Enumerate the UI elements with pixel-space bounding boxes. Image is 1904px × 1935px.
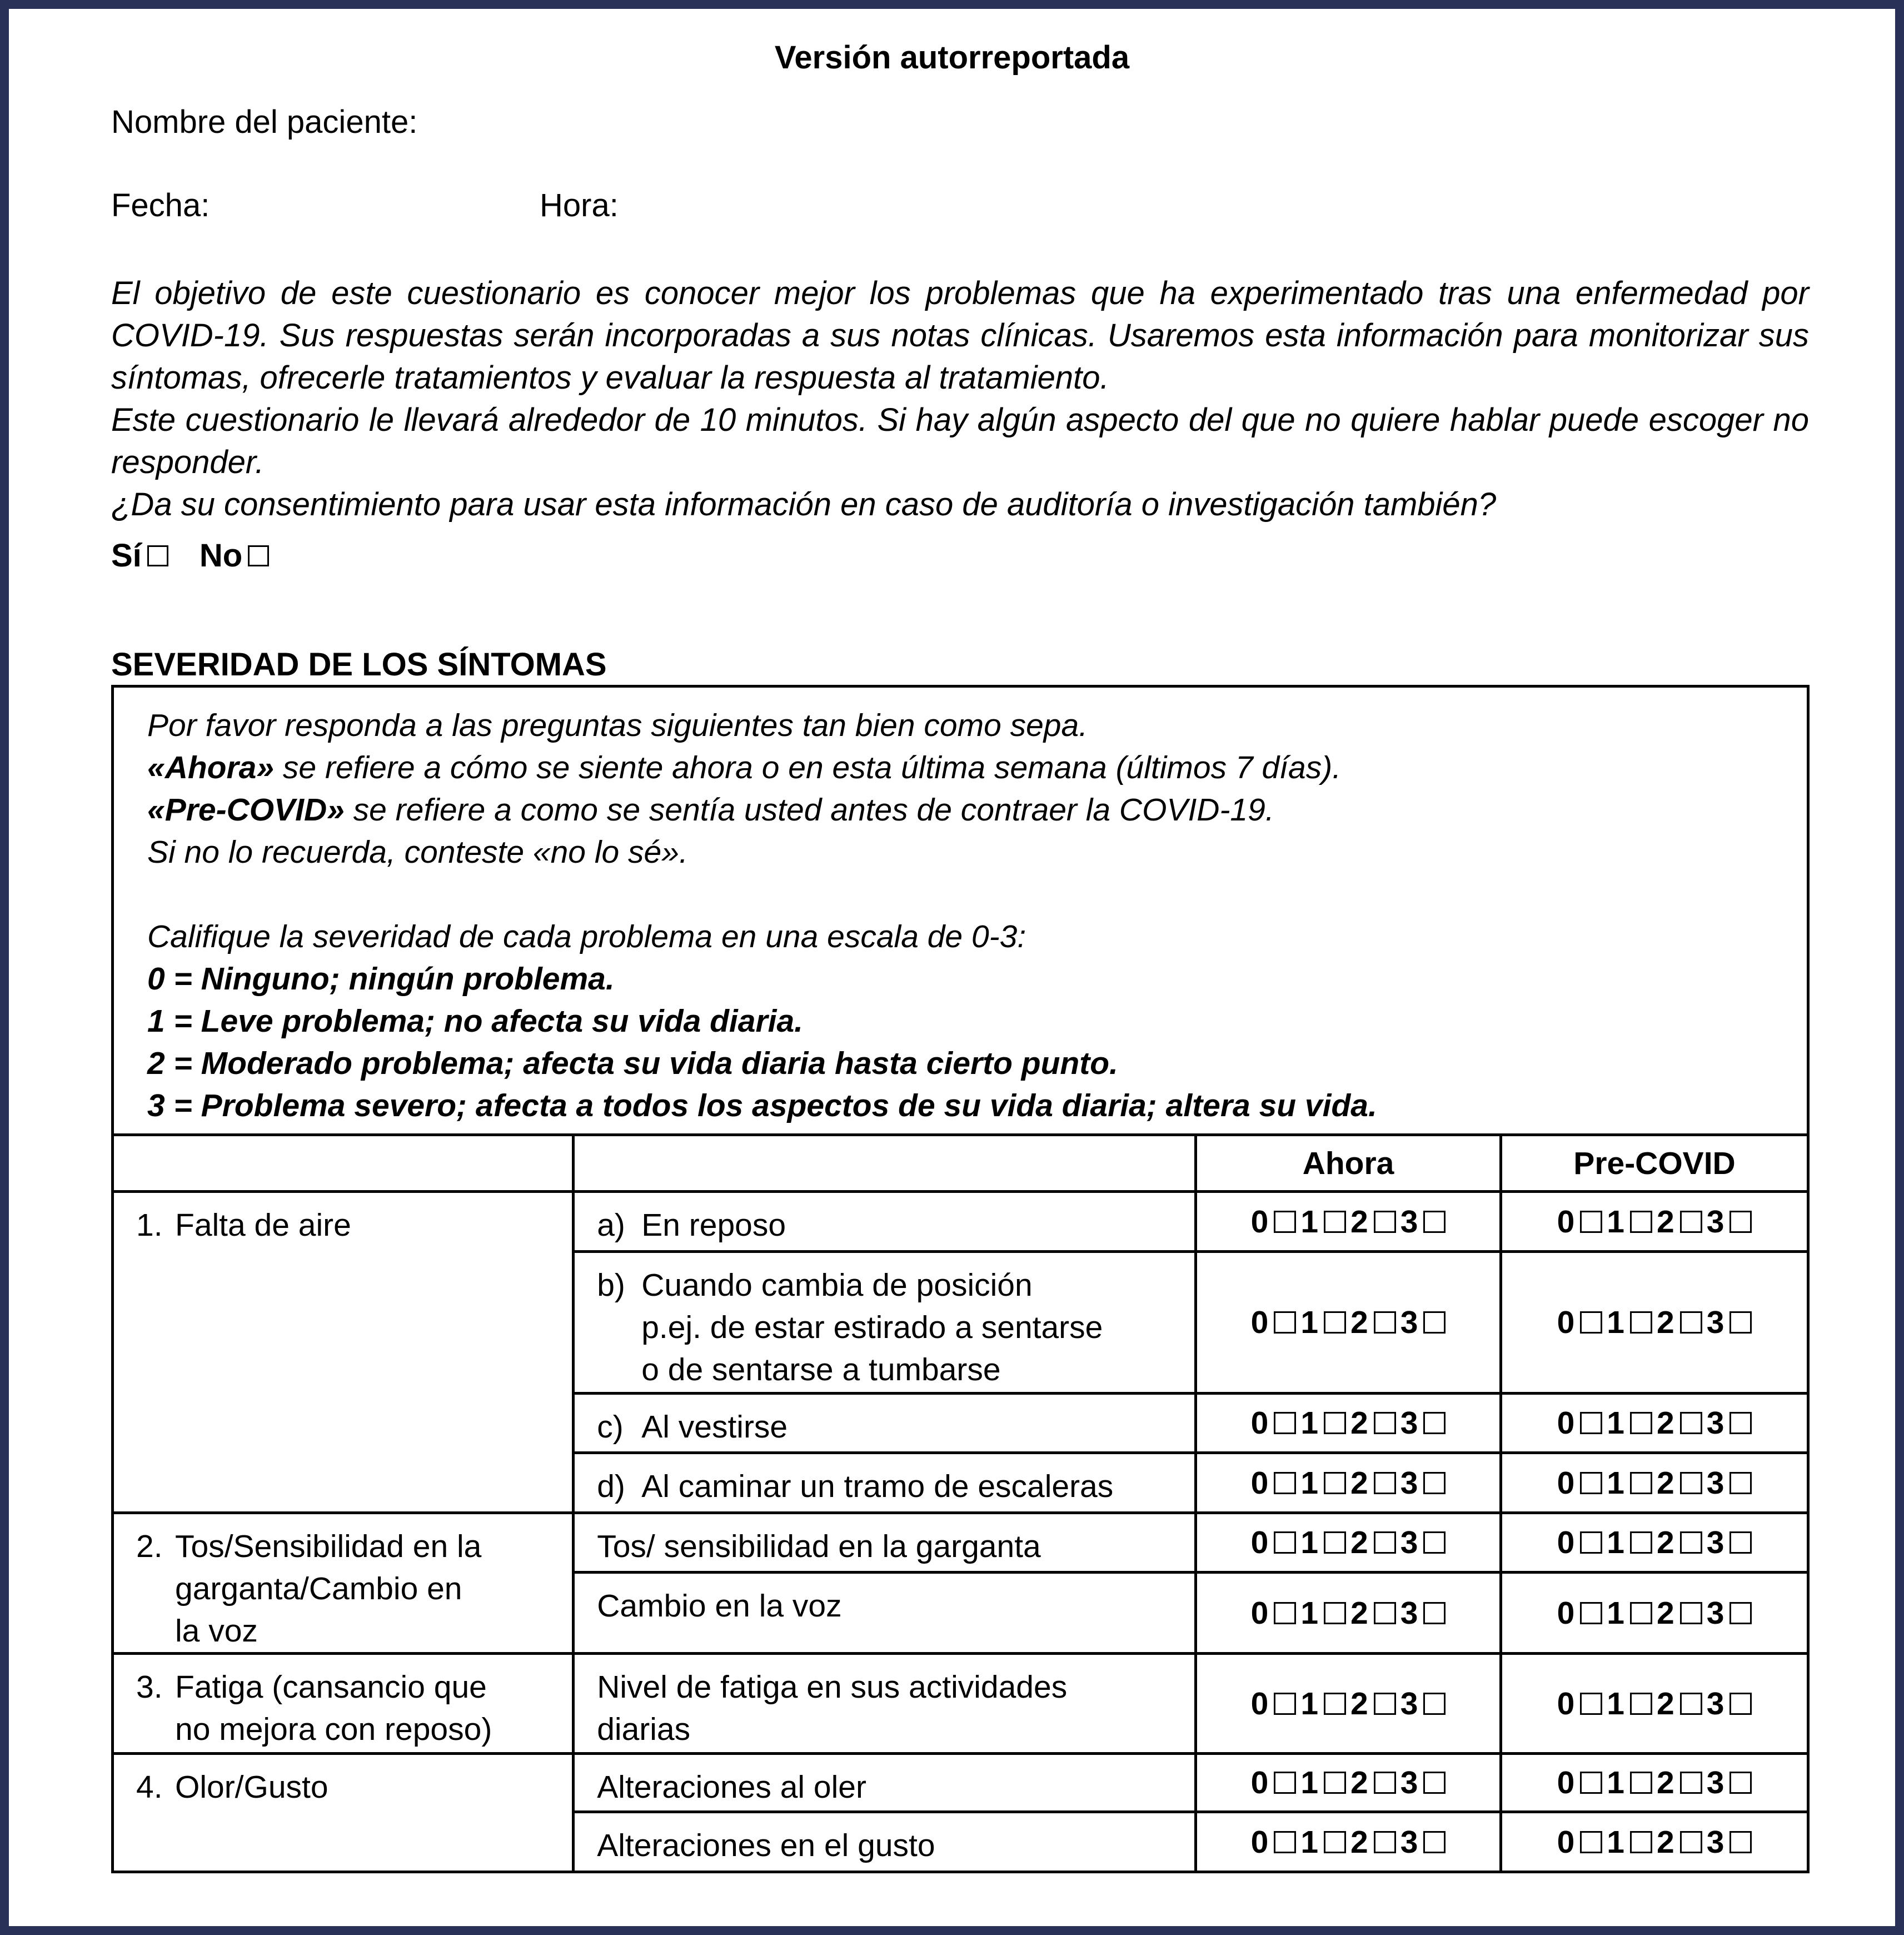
- scale-value-label: 1: [1300, 1824, 1319, 1860]
- question-2b: Cambio en la voz: [574, 1573, 1196, 1654]
- checkbox[interactable]: [1729, 1693, 1752, 1715]
- question-3-label: 3. Fatiga (cansancio que no mejora con reposo): [113, 1654, 574, 1754]
- scale-value-label: 3: [1400, 1765, 1418, 1800]
- header-precovid: Pre-COVID: [1501, 1135, 1808, 1192]
- consent-yes-checkbox[interactable]: [147, 545, 168, 566]
- scale-value-label: 3: [1400, 1525, 1418, 1561]
- scale-value-label: 3: [1400, 1405, 1418, 1441]
- checkbox[interactable]: [1630, 1412, 1652, 1434]
- q2b-ahora-scale-option-0[interactable]: [1251, 1595, 1297, 1631]
- q3a-ahora-scale-option-0[interactable]: [1251, 1685, 1297, 1722]
- checkbox[interactable]: [1374, 1772, 1396, 1794]
- scale-value-label: 0: [1250, 1525, 1269, 1561]
- scale-value-label: 0: [1250, 1595, 1269, 1631]
- checkbox[interactable]: [1630, 1472, 1652, 1494]
- q2a-precovid-scale-option-3[interactable]: [1707, 1524, 1752, 1561]
- q1d-ahora-scale: [1196, 1453, 1501, 1513]
- checkbox[interactable]: [1630, 1831, 1652, 1853]
- date-label: Fecha:: [111, 187, 210, 223]
- scale-value-label: 3: [1706, 1525, 1724, 1561]
- checkbox[interactable]: [1729, 1772, 1752, 1794]
- checkbox[interactable]: [1423, 1693, 1446, 1715]
- scale-value-label: 0: [1557, 1405, 1575, 1441]
- q2a-ahora-scale-option-0[interactable]: [1251, 1524, 1297, 1561]
- checkbox[interactable]: [1374, 1531, 1396, 1554]
- scale-value-label: 1: [1607, 1765, 1624, 1800]
- q1b-ahora-scale-option-3[interactable]: [1400, 1304, 1446, 1341]
- instructions-line-3: [147, 789, 1773, 831]
- question-4b: Alteraciones en el gusto: [574, 1812, 1196, 1872]
- instructions-line-1: Por favor responda a las preguntas siguientes tan bien como sepa.: [147, 708, 1088, 743]
- scale-0: 0 = Ninguno; ningún problema.: [147, 961, 615, 997]
- checkbox[interactable]: [1324, 1531, 1346, 1554]
- checkbox[interactable]: [1423, 1531, 1446, 1554]
- scale-value-label: 2: [1657, 1685, 1674, 1722]
- checkbox[interactable]: [1374, 1831, 1396, 1853]
- q1d-precovid-scale-option-0[interactable]: [1557, 1465, 1603, 1501]
- q1a-ahora-scale: [1196, 1192, 1501, 1252]
- scale-value-label: 1: [1300, 1595, 1319, 1631]
- scale-value-label: 0: [1250, 1203, 1269, 1240]
- consent-no-checkbox[interactable]: [248, 545, 269, 566]
- q4a-precovid-scale-option-2[interactable]: [1657, 1764, 1702, 1801]
- consent-options: [111, 537, 300, 574]
- q3a-ahora-scale: [1196, 1654, 1501, 1754]
- scale-value-label: 0: [1557, 1824, 1575, 1860]
- checkbox[interactable]: [1274, 1831, 1296, 1853]
- consent-question: ¿Da su consentimiento para usar esta información en caso de auditoría o investigación también?: [111, 486, 1497, 523]
- scale-3: 3 = Problema severo; afecta a todos los aspectos de su vida diaria; altera su vida.: [147, 1088, 1377, 1123]
- scale-value-label: 3: [1400, 1203, 1418, 1240]
- q2b-precovid-scale-option-2[interactable]: [1657, 1595, 1702, 1631]
- checkbox[interactable]: [1680, 1772, 1702, 1794]
- q1d-precovid-scale: [1501, 1453, 1808, 1513]
- scale-value-label: 2: [1350, 1305, 1368, 1340]
- q3a-precovid-scale-option-3[interactable]: [1707, 1685, 1752, 1722]
- scale-value-label: 2: [1350, 1203, 1368, 1240]
- section-title: SEVERIDAD DE LOS SÍNTOMAS: [111, 646, 607, 683]
- scale-value-label: 2: [1350, 1405, 1368, 1441]
- scale-2: 2 = Moderado problema; afecta su vida diaria hasta cierto punto.: [147, 1046, 1118, 1081]
- checkbox[interactable]: [1274, 1412, 1296, 1434]
- checkbox[interactable]: [1423, 1311, 1446, 1334]
- q1c-precovid-scale-option-2[interactable]: [1657, 1405, 1702, 1441]
- intro-paragraph-2: Este cuestionario le llevará alrededor de 10 minutos. Si hay algún aspecto del que no quiere hablar puede escoger no responder.: [111, 402, 1809, 480]
- scale-value-label: 3: [1706, 1405, 1724, 1441]
- q1b-precovid-scale-option-3[interactable]: [1707, 1304, 1752, 1341]
- checkbox[interactable]: [1729, 1472, 1752, 1494]
- q1d-ahora-scale-option-0[interactable]: [1251, 1465, 1297, 1501]
- checkbox[interactable]: [1580, 1693, 1602, 1715]
- scale-value-label: 2: [1350, 1465, 1368, 1501]
- checkbox[interactable]: [1680, 1472, 1702, 1494]
- checkbox[interactable]: [1274, 1211, 1296, 1233]
- ahora-definition: se refiere a cómo se siente ahora o en esta última semana (últimos 7 días).: [274, 750, 1342, 785]
- symptom-severity-table: [111, 685, 1810, 1873]
- q1b-precovid-scale: [1501, 1252, 1808, 1394]
- scale-value-label: 0: [1557, 1685, 1575, 1722]
- q2a-precovid-scale-option-2[interactable]: [1657, 1524, 1702, 1561]
- instructions-box: [113, 687, 1808, 1135]
- consent-yes-option[interactable]: [111, 537, 168, 574]
- scale-value-label: 3: [1706, 1595, 1724, 1631]
- scale-value-label: 1: [1300, 1203, 1319, 1240]
- scale-value-label: 2: [1657, 1765, 1674, 1800]
- q1c-precovid-scale-option-1[interactable]: [1607, 1405, 1652, 1441]
- q2b-precovid-scale-option-3[interactable]: [1707, 1595, 1752, 1631]
- scale-value-label: 0: [1557, 1595, 1575, 1631]
- checkbox[interactable]: [1324, 1412, 1346, 1434]
- scale-value-label: 1: [1607, 1824, 1624, 1860]
- q3a-ahora-scale-option-1[interactable]: [1300, 1685, 1346, 1722]
- scale-value-label: 1: [1607, 1203, 1624, 1240]
- q4b-ahora-scale-option-2[interactable]: [1350, 1824, 1396, 1861]
- q4b-ahora-scale-option-1[interactable]: [1300, 1824, 1346, 1861]
- checkbox[interactable]: [1324, 1602, 1346, 1624]
- header-empty-2: [574, 1135, 1196, 1192]
- checkbox[interactable]: [1423, 1772, 1446, 1794]
- checkbox[interactable]: [1680, 1602, 1702, 1624]
- scale-value-label: 3: [1706, 1465, 1724, 1501]
- patient-name-label: Nombre del paciente:: [111, 104, 418, 140]
- scale-value-label: 0: [1250, 1405, 1269, 1441]
- scale-value-label: 1: [1300, 1525, 1319, 1561]
- scale-value-label: 0: [1250, 1824, 1269, 1860]
- scale-intro: Califique la severidad de cada problema en una escala de 0-3:: [147, 919, 1026, 954]
- checkbox[interactable]: [1423, 1472, 1446, 1494]
- checkbox[interactable]: [1423, 1412, 1446, 1434]
- scale-value-label: 1: [1607, 1685, 1624, 1722]
- q1b-precovid-scale-option-1[interactable]: [1607, 1304, 1652, 1341]
- q4b-ahora-scale-option-0[interactable]: [1251, 1824, 1297, 1861]
- checkbox[interactable]: [1374, 1602, 1396, 1624]
- q4a-ahora-scale-option-0[interactable]: [1251, 1764, 1297, 1801]
- scale-value-label: 2: [1657, 1465, 1674, 1501]
- scale-value-label: 3: [1400, 1824, 1418, 1860]
- q1c-ahora-scale-option-2[interactable]: [1350, 1405, 1396, 1441]
- checkbox[interactable]: [1274, 1531, 1296, 1554]
- q1c-precovid-scale-option-3[interactable]: [1707, 1405, 1752, 1441]
- checkbox[interactable]: [1324, 1211, 1346, 1233]
- scale-value-label: 3: [1706, 1765, 1724, 1800]
- checkbox[interactable]: [1423, 1602, 1446, 1624]
- q1a-precovid-scale: [1501, 1192, 1808, 1252]
- instructions-line-4: Si no lo recuerda, conteste «no lo sé».: [147, 834, 688, 870]
- q1b-ahora-scale-option-1[interactable]: [1300, 1304, 1346, 1341]
- scale-value-label: 0: [1250, 1305, 1269, 1340]
- checkbox[interactable]: [1680, 1412, 1702, 1434]
- checkbox[interactable]: [1274, 1311, 1296, 1334]
- q2b-ahora-scale: [1196, 1573, 1501, 1654]
- q1c-ahora-scale-option-3[interactable]: [1400, 1405, 1446, 1441]
- q4b-precovid-scale-option-1[interactable]: [1607, 1824, 1652, 1861]
- checkbox[interactable]: [1374, 1211, 1396, 1233]
- consent-yes-label: Sí: [111, 538, 142, 574]
- checkbox[interactable]: [1580, 1412, 1602, 1434]
- checkbox[interactable]: [1274, 1772, 1296, 1794]
- scale-value-label: 2: [1350, 1765, 1368, 1800]
- ahora-term: «Ahora»: [147, 750, 275, 785]
- scale-value-label: 1: [1607, 1525, 1624, 1561]
- q1c-precovid-scale: [1501, 1394, 1808, 1453]
- q1a-precovid-scale-option-3[interactable]: [1707, 1203, 1752, 1240]
- checkbox[interactable]: [1374, 1412, 1396, 1434]
- checkbox[interactable]: [1630, 1211, 1652, 1233]
- scale-value-label: 2: [1657, 1305, 1674, 1340]
- q3a-ahora-scale-option-3[interactable]: [1400, 1685, 1446, 1722]
- scale-value-label: 3: [1706, 1824, 1724, 1860]
- checkbox[interactable]: [1423, 1211, 1446, 1233]
- q1b-precovid-scale-option-2[interactable]: [1657, 1304, 1702, 1341]
- q1a-ahora-scale-option-3[interactable]: [1400, 1203, 1446, 1240]
- q2a-ahora-scale: [1196, 1513, 1501, 1573]
- checkbox[interactable]: [1580, 1472, 1602, 1494]
- q1b-precovid-scale-option-0[interactable]: [1557, 1304, 1603, 1341]
- checkbox[interactable]: [1580, 1602, 1602, 1624]
- q4b-precovid-scale: [1501, 1812, 1808, 1872]
- checkbox[interactable]: [1374, 1311, 1396, 1334]
- scale-value-label: 0: [1557, 1525, 1575, 1561]
- q1a-ahora-scale-option-2[interactable]: [1350, 1203, 1396, 1240]
- q2a-precovid-scale: [1501, 1513, 1808, 1573]
- checkbox[interactable]: [1729, 1602, 1752, 1624]
- checkbox[interactable]: [1680, 1211, 1702, 1233]
- q3a-precovid-scale-option-0[interactable]: [1557, 1685, 1603, 1722]
- q1d-precovid-scale-option-1[interactable]: [1607, 1465, 1652, 1501]
- q1c-ahora-scale: [1196, 1394, 1501, 1453]
- scale-value-label: 1: [1607, 1465, 1624, 1501]
- scale-value-label: 3: [1400, 1305, 1418, 1340]
- question-2-label: 2. Tos/Sensibilidad en la garganta/Cambio en la voz: [113, 1513, 574, 1654]
- q4a-ahora-scale-option-1[interactable]: [1300, 1764, 1346, 1801]
- scale-value-label: 1: [1300, 1305, 1319, 1340]
- q2a-ahora-scale-option-2[interactable]: [1350, 1524, 1396, 1561]
- q4b-precovid-scale-option-2[interactable]: [1657, 1824, 1702, 1861]
- q1c-precovid-scale-option-0[interactable]: [1557, 1405, 1603, 1441]
- q4a-ahora-scale-option-3[interactable]: [1400, 1764, 1446, 1801]
- q3a-precovid-scale: [1501, 1654, 1808, 1754]
- q2a-precovid-scale-option-0[interactable]: [1557, 1524, 1603, 1561]
- q2b-ahora-scale-option-1[interactable]: [1300, 1595, 1346, 1631]
- scale-value-label: 2: [1657, 1595, 1674, 1631]
- checkbox[interactable]: [1374, 1693, 1396, 1715]
- scale-value-label: 1: [1607, 1595, 1624, 1631]
- header-ahora: Ahora: [1196, 1135, 1501, 1192]
- scale-value-label: 3: [1706, 1203, 1724, 1240]
- checkbox[interactable]: [1729, 1412, 1752, 1434]
- q2a-ahora-scale-option-3[interactable]: [1400, 1524, 1446, 1561]
- q4a-ahora-scale: [1196, 1754, 1501, 1812]
- time-label: Hora:: [540, 187, 619, 223]
- checkbox[interactable]: [1630, 1602, 1652, 1624]
- q1b-ahora-scale-option-2[interactable]: [1350, 1304, 1396, 1341]
- q4a-precovid-scale-option-1[interactable]: [1607, 1764, 1652, 1801]
- scale-value-label: 3: [1400, 1465, 1418, 1501]
- checkbox[interactable]: [1580, 1831, 1602, 1853]
- checkbox[interactable]: [1423, 1831, 1446, 1853]
- scale-1: 1 = Leve problema; no afecta su vida diaria.: [147, 1003, 804, 1039]
- scale-value-label: 1: [1300, 1405, 1319, 1441]
- scale-value-label: 2: [1350, 1595, 1368, 1631]
- q1a-ahora-scale-option-0[interactable]: [1251, 1203, 1297, 1240]
- q3a-ahora-scale-option-2[interactable]: [1350, 1685, 1396, 1722]
- checkbox[interactable]: [1580, 1311, 1602, 1334]
- scale-value-label: 3: [1400, 1595, 1418, 1631]
- q1c-ahora-scale-option-0[interactable]: [1251, 1405, 1297, 1441]
- q4a-precovid-scale-option-3[interactable]: [1707, 1764, 1752, 1801]
- q4a-precovid-scale: [1501, 1754, 1808, 1812]
- q2b-precovid-scale: [1501, 1573, 1808, 1654]
- checkbox[interactable]: [1274, 1693, 1296, 1715]
- q4a-ahora-scale-option-2[interactable]: [1350, 1764, 1396, 1801]
- checkbox[interactable]: [1580, 1772, 1602, 1794]
- q2a-ahora-scale-option-1[interactable]: [1300, 1524, 1346, 1561]
- checkbox[interactable]: [1324, 1693, 1346, 1715]
- q1d-ahora-scale-option-3[interactable]: [1400, 1465, 1446, 1501]
- question-1c: c) Al vestirse: [574, 1394, 1196, 1453]
- instructions-line-2: [147, 747, 1773, 789]
- q4b-ahora-scale-option-3[interactable]: [1400, 1824, 1446, 1861]
- checkbox[interactable]: [1274, 1602, 1296, 1624]
- q1a-precovid-scale-option-0[interactable]: [1557, 1203, 1603, 1240]
- scale-value-label: 2: [1350, 1685, 1368, 1722]
- scale-value-label: 1: [1300, 1465, 1319, 1501]
- q4b-precovid-scale-option-0[interactable]: [1557, 1824, 1603, 1861]
- checkbox[interactable]: [1630, 1772, 1652, 1794]
- question-1a: a) En reposo: [574, 1192, 1196, 1252]
- q1b-ahora-scale-option-0[interactable]: [1251, 1304, 1297, 1341]
- question-1d: d) Al caminar un tramo de escaleras: [574, 1453, 1196, 1513]
- q1c-ahora-scale-option-1[interactable]: [1300, 1405, 1346, 1441]
- scale-value-label: 1: [1300, 1685, 1319, 1722]
- q2a-precovid-scale-option-1[interactable]: [1607, 1524, 1652, 1561]
- scale-value-label: 2: [1657, 1824, 1674, 1860]
- checkbox[interactable]: [1324, 1772, 1346, 1794]
- scale-value-label: 0: [1250, 1765, 1269, 1800]
- checkbox[interactable]: [1324, 1311, 1346, 1334]
- checkbox[interactable]: [1680, 1693, 1702, 1715]
- precovid-definition: se refiere a como se sentía usted antes de contraer la COVID-19.: [344, 792, 1274, 828]
- precovid-term: «Pre-COVID»: [147, 792, 345, 828]
- q4b-ahora-scale: [1196, 1812, 1501, 1872]
- q2b-ahora-scale-option-3[interactable]: [1400, 1595, 1446, 1631]
- intro-paragraph-1: El objetivo de este cuestionario es conocer mejor los problemas que ha experimentado tras una enfermedad por COVID-19. Sus respuestas serán incorporadas a sus notas clínicas. Usaremos esta información para monitorizar sus síntomas, ofrecerle tratamientos y evaluar la respuesta al tratamiento.: [111, 275, 1809, 396]
- checkbox[interactable]: [1274, 1472, 1296, 1494]
- page-title: Versión autorreportada: [774, 39, 1130, 76]
- scale-value-label: 0: [1557, 1765, 1575, 1800]
- scale-value-label: 3: [1400, 1685, 1418, 1722]
- checkbox[interactable]: [1729, 1311, 1752, 1334]
- scale-value-label: 2: [1350, 1525, 1368, 1561]
- question-3a: Nivel de fatiga en sus actividades diarias: [574, 1654, 1196, 1754]
- q1b-ahora-scale: [1196, 1252, 1501, 1394]
- checkbox[interactable]: [1630, 1693, 1652, 1715]
- question-1-label: 1. Falta de aire: [113, 1192, 574, 1513]
- scale-value-label: 1: [1607, 1405, 1624, 1441]
- checkbox[interactable]: [1729, 1531, 1752, 1554]
- q3a-precovid-scale-option-1[interactable]: [1607, 1685, 1652, 1722]
- question-2a: Tos/ sensibilidad en la garganta: [574, 1513, 1196, 1573]
- scale-value-label: 0: [1250, 1465, 1269, 1501]
- q4a-precovid-scale-option-0[interactable]: [1557, 1764, 1603, 1801]
- q1a-ahora-scale-option-1[interactable]: [1300, 1203, 1346, 1240]
- question-1b: b) Cuando cambia de posición p.ej. de estar estirado a sentarse o de sentarse a tumbarse: [574, 1252, 1196, 1394]
- consent-no-option[interactable]: [200, 537, 269, 574]
- scale-value-label: 2: [1657, 1203, 1674, 1240]
- header-empty-1: [113, 1135, 574, 1192]
- q2b-precovid-scale-option-1[interactable]: [1607, 1595, 1652, 1631]
- scale-value-label: 0: [1557, 1305, 1575, 1340]
- q1a-precovid-scale-option-2[interactable]: [1657, 1203, 1702, 1240]
- scale-value-label: 1: [1607, 1305, 1624, 1340]
- q3a-precovid-scale-option-2[interactable]: [1657, 1685, 1702, 1722]
- scale-value-label: 3: [1706, 1305, 1724, 1340]
- checkbox[interactable]: [1630, 1311, 1652, 1334]
- q1d-ahora-scale-option-2[interactable]: [1350, 1465, 1396, 1501]
- scale-value-label: 2: [1657, 1405, 1674, 1441]
- q1d-ahora-scale-option-1[interactable]: [1300, 1465, 1346, 1501]
- scale-value-label: 0: [1250, 1685, 1269, 1722]
- checkbox[interactable]: [1580, 1531, 1602, 1554]
- checkbox[interactable]: [1729, 1831, 1752, 1853]
- q2b-precovid-scale-option-0[interactable]: [1557, 1595, 1603, 1631]
- q1a-precovid-scale-option-1[interactable]: [1607, 1203, 1652, 1240]
- q1d-precovid-scale-option-3[interactable]: [1707, 1465, 1752, 1501]
- checkbox[interactable]: [1324, 1831, 1346, 1853]
- checkbox[interactable]: [1680, 1311, 1702, 1334]
- checkbox[interactable]: [1680, 1531, 1702, 1554]
- checkbox[interactable]: [1324, 1472, 1346, 1494]
- scale-value-label: 3: [1706, 1685, 1724, 1722]
- consent-no-label: No: [199, 538, 243, 574]
- scale-value-label: 2: [1657, 1525, 1674, 1561]
- q2b-ahora-scale-option-2[interactable]: [1350, 1595, 1396, 1631]
- question-4a: Alteraciones al oler: [574, 1754, 1196, 1812]
- q4b-precovid-scale-option-3[interactable]: [1707, 1824, 1752, 1861]
- checkbox[interactable]: [1374, 1472, 1396, 1494]
- q1d-precovid-scale-option-2[interactable]: [1657, 1465, 1702, 1501]
- intro-text: [111, 272, 1809, 526]
- scale-value-label: 2: [1350, 1824, 1368, 1860]
- checkbox[interactable]: [1729, 1211, 1752, 1233]
- checkbox[interactable]: [1680, 1831, 1702, 1853]
- scale-value-label: 0: [1557, 1203, 1575, 1240]
- checkbox[interactable]: [1580, 1211, 1602, 1233]
- checkbox[interactable]: [1630, 1531, 1652, 1554]
- scale-value-label: 0: [1557, 1465, 1575, 1501]
- scale-value-label: 1: [1300, 1765, 1319, 1800]
- question-4-label: 4. Olor/Gusto: [113, 1754, 574, 1872]
